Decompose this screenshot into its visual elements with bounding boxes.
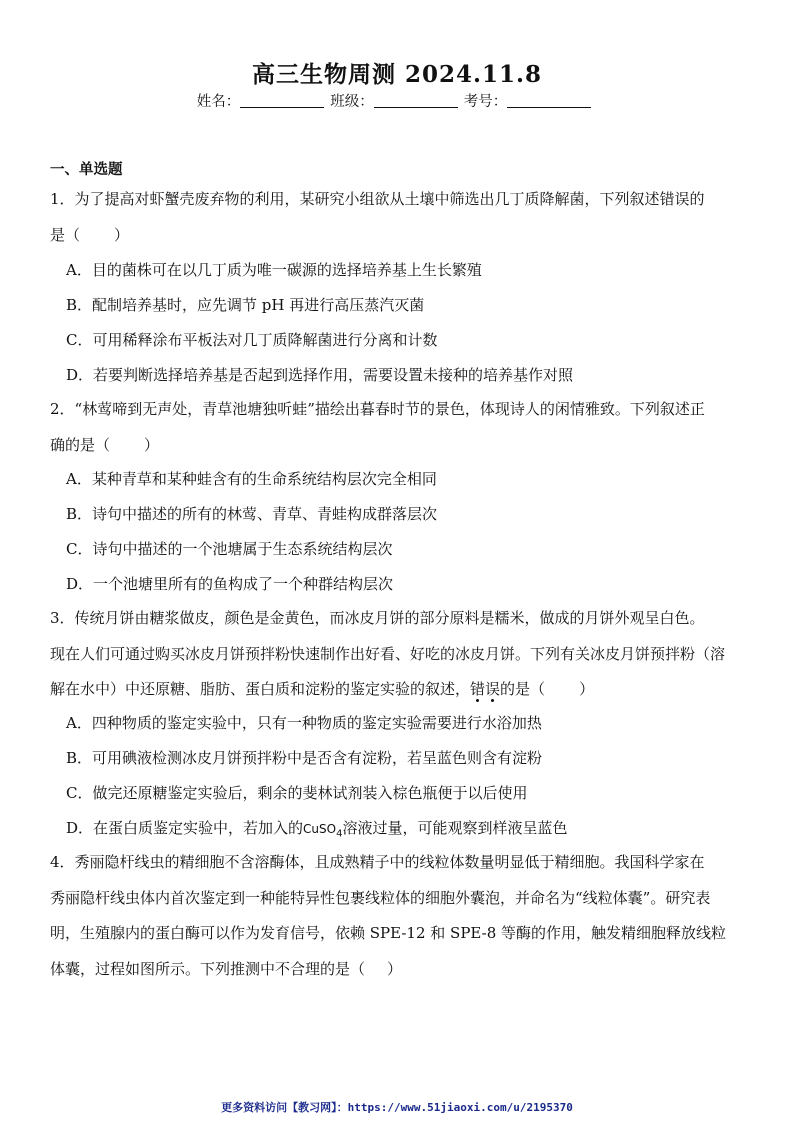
question-line: 1．为了提高对虾蟹壳废弃物的利用，某研究小组欲从土壤中筛选出几丁质降解菌，下列叙述错误的 — [50, 190, 705, 208]
question-1-option-b[interactable]: B．配制培养基时，应先调节 pH 再进行高压蒸汽灭菌 — [66, 296, 425, 314]
class-label: 班级： — [330, 94, 374, 110]
question-line: 体囊，过程如图所示。下列推测中不合理的是（ ） — [50, 959, 403, 978]
question-3-option-c[interactable]: C．做完还原糖鉴定实验后，剩余的斐林试剂装入棕色瓶便于以后使用 — [66, 784, 528, 802]
question-3-option-d[interactable]: D．在蛋白质鉴定实验中，若加入的CuSO$_4$溶液过量，可能观察到样液呈蓝色 — [66, 819, 568, 840]
question-1-stem — [50, 182, 750, 253]
student-info-line — [0, 90, 794, 111]
chemical-formula: CuSO$_4$ — [303, 822, 343, 840]
question-2-option-d[interactable]: D．一个池塘里所有的鱼构成了一个种群结构层次 — [66, 575, 394, 593]
section-heading: 一、单选题 — [50, 161, 123, 178]
question-4-stem — [50, 845, 750, 987]
question-2-option-c[interactable]: C．诗句中描述的一个池塘属于生态系统结构层次 — [66, 540, 393, 558]
question-3-stem — [50, 601, 750, 708]
question-line: 明，生殖腺内的蛋白酶可以作为发育信号，依赖 SPE-12 和 SPE-8 等酶的作用，触发精细胞释放线粒 — [50, 924, 727, 942]
name-blank[interactable] — [240, 93, 324, 108]
exam-no-label: 考号： — [463, 94, 508, 110]
question-1-option-d[interactable]: D．若要判断选择培养基是否起到选择作用，需要设置未接种的培养基作对照 — [66, 366, 574, 384]
class-blank[interactable] — [374, 93, 458, 108]
question-2-option-b[interactable]: B．诗句中描述的所有的林莺、青草、青蛙构成群落层次 — [66, 505, 438, 523]
page-title: 高三生物周测 2024.11.8 — [251, 61, 543, 88]
question-1-option-c[interactable]: C．可用稀释涂布平板法对几丁质降解菌进行分离和计数 — [66, 331, 438, 349]
footer-link[interactable]: 更多资料访问【教习网】：https://www.51jiaoxi.com/u/2195370 — [221, 1101, 573, 1114]
question-2-option-a[interactable]: A．某种青草和某种蛙含有的生命系统结构层次完全相同 — [66, 470, 437, 488]
emphasis-char: 误 — [485, 680, 501, 698]
question-1-option-a[interactable]: A．目的菌株可在以几丁质为唯一碳源的选择培养基上生长繁殖 — [66, 261, 482, 279]
question-line: 解在水中）中还原糖、脂肪、蛋白质和淀粉的鉴定实验的叙述，错误的是（ ） — [50, 680, 595, 698]
question-line: 是（ ） — [50, 225, 130, 244]
emphasis-char: 错 — [470, 680, 486, 698]
question-line: 4．秀丽隐杆线虫的精细胞不含溶酶体，且成熟精子中的线粒体数量明显低于精细胞。我国科学家在 — [50, 853, 705, 871]
question-line: 确的是（ ） — [50, 435, 160, 454]
question-line: 2．“林莺啼到无声处，青草池塘独听蛙”描绘出暮春时节的景色，体现诗人的闲情雅致。下列叙述正 — [50, 400, 705, 418]
question-line: 3．传统月饼由糖浆做皮，颜色是金黄色，而冰皮月饼的部分原料是糯米，做成的月饼外观呈白色。 — [50, 609, 705, 627]
exam-no-blank[interactable] — [507, 93, 591, 108]
question-line: 秀丽隐杆线虫体内首次鉴定到一种能特异性包裹线粒体的细胞外囊泡，并命名为“线粒体囊”。研究表 — [50, 888, 711, 907]
question-3-option-b[interactable]: B．可用碘液检测冰皮月饼预拌粉中是否含有淀粉，若呈蓝色则含有淀粉 — [66, 749, 543, 767]
question-2-stem — [50, 392, 750, 463]
name-label: 姓名： — [196, 94, 241, 110]
question-line: 现在人们可通过购买冰皮月饼预拌粉快速制作出好看、好吃的冰皮月饼。下列有关冰皮月饼预拌粉（溶 — [50, 644, 726, 663]
question-3-option-a[interactable]: A．四种物质的鉴定实验中，只有一种物质的鉴定实验需要进行水浴加热 — [66, 714, 542, 732]
